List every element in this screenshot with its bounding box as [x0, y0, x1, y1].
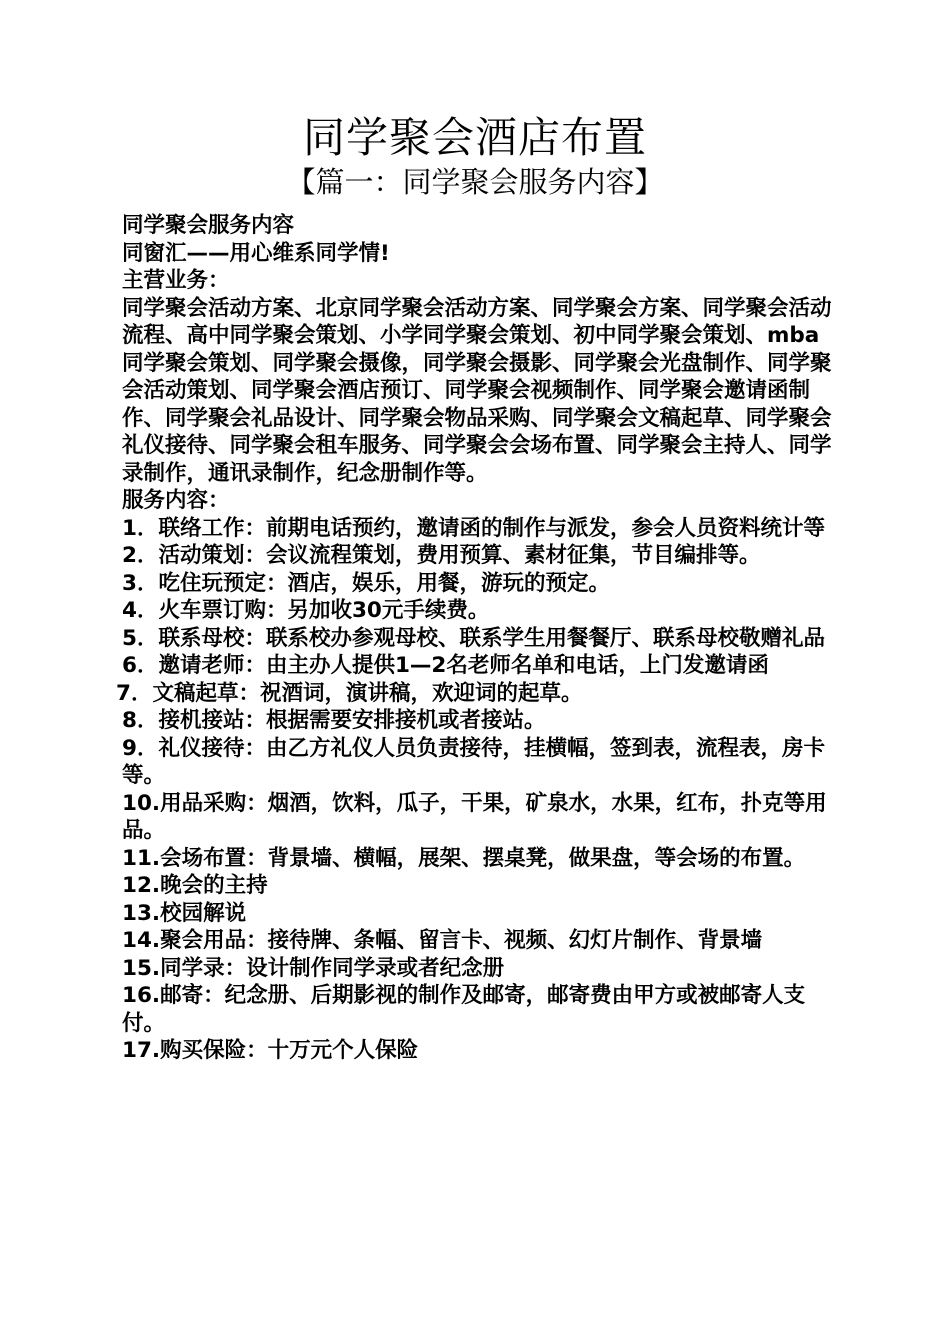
service-item: 7．文稿起草：祝酒词，演讲稿，欢迎词的起草。 [116, 680, 583, 706]
business-label: 主营业务： [122, 268, 230, 293]
service-label: 服务内容： [122, 488, 230, 513]
service-item: 16.邮寄：纪念册、后期影视的制作及邮寄，邮寄费由甲方或被邮寄人支付。 [122, 983, 806, 1036]
service-item: 9．礼仪接待：由乙方礼仪人员负责接待，挂横幅，签到表，流程表，房卡等。 [122, 735, 825, 788]
service-item: 8．接机接站：根据需要安排接机或者接站。 [122, 708, 546, 733]
service-item: 1．联络工作：前期电话预约，邀请函的制作与派发，参会人员资料统计等 [122, 515, 825, 541]
service-item: 4．火车票订购：另加收30元手续费。 [122, 598, 490, 623]
service-item: 14.聚会用品：接待牌、条幅、留言卡、视频、幻灯片制作、背景墙 [122, 928, 763, 953]
service-list [116, 515, 838, 1065]
service-item: 17.购买保险：十万元个人保险 [122, 1038, 419, 1063]
service-item: 3．吃住玩预定：酒店，娱乐，用餐，游玩的预定。 [122, 570, 610, 596]
service-item: 5．联系母校：联系校办参观母校、联系学生用餐餐厅、联系母校敬赠礼品 [122, 625, 825, 651]
document-body [116, 212, 838, 1065]
service-item: 10.用品采购：烟酒，饮料，瓜子，干果，矿泉水，水果，红布，扑克等用品。 [122, 790, 827, 843]
service-item: 11.会场布置：背景墙、横幅，展架、摆桌凳，做果盘，等会场的布置。 [122, 845, 806, 871]
document-title: 同学聚会酒店布置 [302, 113, 647, 162]
service-item: 12.晚会的主持 [122, 873, 268, 898]
section-heading: 同学聚会服务内容 [122, 213, 295, 238]
document-subtitle: 【篇一：同学聚会服务内容】 [286, 165, 664, 199]
slogan: 同窗汇——用心维系同学情! [122, 240, 390, 266]
service-item: 15.同学录：设计制作同学录或者纪念册 [122, 955, 505, 981]
service-item: 6．邀请老师：由主办人提供1—2名老师名单和电话，上门发邀请函 [122, 653, 769, 678]
business-text: 同学聚会活动方案、北京同学聚会活动方案、同学聚会方案、同学聚会活动流程、高中同学聚会策划、小学同学聚会策划、初中同学聚会策划、mba同学聚会策划、同学聚会摄像，同学聚会摄影、同学聚会光盘制作、同学聚会活动策划、同学聚会酒店预订、同学聚会视频制作、同学聚会邀请函制作、同学聚会礼品设计、同学聚会物品采购、同学聚会文稿起草、同学聚会礼仪接待、同学聚会租车服务、同学聚会会场布置、同学聚会主持人、同学录制作，通讯录制作，纪念册制作等。 [122, 295, 832, 486]
service-item: 2．活动策划：会议流程策划，费用预算、素材征集，节目编排等。 [122, 543, 761, 568]
service-item: 13.校园解说 [122, 900, 247, 926]
